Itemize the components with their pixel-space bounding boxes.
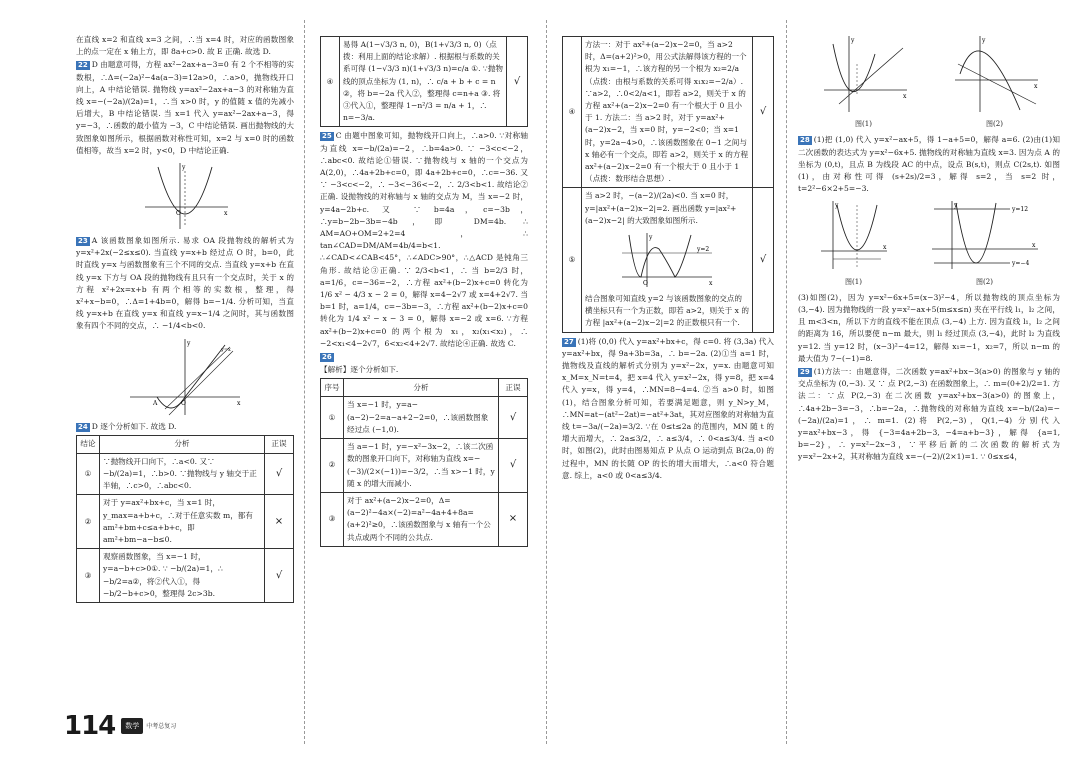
table-header-row [321, 379, 528, 397]
svg-text:y: y [981, 37, 985, 44]
table-row [321, 37, 527, 126]
abs-function-figure [617, 231, 717, 289]
question-number: 28 [800, 136, 810, 145]
svg-text:y: y [953, 202, 957, 210]
question-24 [76, 421, 294, 433]
continued-analysis-box [562, 36, 774, 333]
page-footer [64, 711, 177, 741]
row-index: ③ [77, 549, 100, 603]
row-mark: × [499, 492, 528, 546]
svg-text:x: x [882, 244, 886, 252]
intro-paragraph: 在直线 x=2 和直线 x=3 之间，∴当 x=4 时，对应的函数图象上的点一定在 x 轴上方，即 8a+c>0. 故 E 正确. 故选 D. [76, 35, 294, 57]
figure-q27-1 [819, 34, 909, 114]
question-number: 27 [564, 337, 574, 346]
svg-text:x: x [709, 280, 713, 288]
figure-caption: 图(1) [845, 277, 862, 286]
table-row [563, 37, 773, 188]
question-26-heading: 【解析】逐个分析如下. [320, 365, 399, 375]
line-label-l1: y=−4 [1011, 260, 1029, 268]
question-text: (1)方法一：由题意得，二次函数 y=ax²+bx−3(a>0) 的图象与 y 轴的交点坐标为 (0,−3). 又 ∵ 点 P(2,−3) 在函数图象上，∴ m=(0+2)/2=1. 方法二：∵点 P(2,−3) 在二次函数 y=ax²+bx−3(a>0) 的图象上，∴4a+2b−3=−3，∴b=−2a，∴抛物线的对称轴为直线 x=−b/(2a)=−(−2a)/(2a)=1，∴ m=1. (2)将 P(2,−3)，Q(1,−4) 分别代入 y=ax²+bx−3，得 {−3=4a+2b−3, −4=a+b−3}，解得 {a=1, b=−2}，∴ y=x²−2x−3，∵平移后新的二次函数的解析式为 y=x²−2x+2，其对称轴为直线 x=−(−2)/(2×1)=1. ∵ 0≤x≤4， [798, 367, 1060, 462]
question-text: A 该函数图象如图所示. 易求 OA 段抛物线的解析式为 y=x²+2x(−2≤x≤0). 当直线 y=x+b 经过点 O 时，b=0，此时直线 y=x 与函数图象有三个不同的交点. 当直线 y=x+b 在直线 y=x 下方与 OA 段的抛物线有且只有一个交点时，关于 x 的方程 x²+2x=x+b 有两个相等的实数根，整理，得 x²+x−b=0，∴Δ=1+4b=0，解得 b=−1/4. 分析可知，当直线 y=x+b 在直线 y=x 和直线 y=x−1/4 之间时，其与函数图象有四个不同的交点，∴ −1/4<b<0. [76, 236, 294, 331]
svg-text:x: x [1033, 83, 1037, 90]
question-28 [798, 134, 1060, 195]
row-mark: √ [499, 439, 528, 493]
table-row [77, 549, 294, 603]
row-index: ① [321, 397, 344, 439]
column-divider [546, 20, 547, 744]
svg-text:x: x [224, 210, 228, 218]
row-index: ⑤ [563, 188, 582, 331]
row-mark: √ [759, 106, 767, 118]
figure [819, 199, 889, 287]
row-analysis: 方法一：对于 ax²+(a−2)x−2=0，当 a>2 时，Δ=(a+2)²>0，用公式法解得该方程的一个根为 x₁=−1，∴该方程的另一个根为 x₂=2/a（点拨：由根与系数的关系可得 x₁x₂=−2/a）. ∵a>2，∴0<2/a<1，即若 a>2，则关于 x 的方程 ax²+(a−2)x−2=0 有一个根大于 0 且小于 1. 方法二：当 a>2 时，对于 y=ax²+(a−2)x−2，当 x=0 时，y=−2<0；当 x=1 时，y=2a−4>0，∴该函数图象在 0~1 之间与 x 轴必有一个交点，即若 a>2，则关于 x 的方程 ax²+(a−2)x−2=0 有一个根大于 0 且小于 1（点拨：数形结合思想）. [582, 37, 753, 187]
figure-q28-2 [930, 199, 1040, 271]
figure-q28-1 [819, 199, 889, 271]
svg-text:y: y [649, 234, 653, 242]
column-divider [786, 20, 787, 744]
row-analysis: ∵抛物线开口向下，∴a<0. 又∵ −b/(2a)=1，∴b>0. ∵抛物线与 y 轴交于正半轴，∴c>0，∴abc<0. [100, 453, 265, 495]
column-divider [304, 20, 305, 744]
row-analysis: 当 x=−1 时，y=a−(a−2)−2=a−a+2−2=0，∴该函数图象经过点 (−1,0). [344, 397, 499, 439]
svg-text:x: x [1031, 242, 1035, 250]
figure-row-q28 [798, 199, 1060, 287]
question-text: D 由题意可得，方程 ax²−2ax+a−3=0 有 2 个不相等的实数根，∴Δ=(−2a)²−4a(a−3)=12a>0，∴a>0，抛物线开口向上，A 中结论错误. 抛物线 y=ax²−2ax+a−3 的对称轴为直线 x=−(−2a)/(2a)=1，∴当 x>0 时，y 的值随 x 值的先减小后增大，B 中结论错误. 当 x=1 代入 y=ax²−2ax+a−3，得 y=−3，∴函数的最小值为 −3，C 中结论错误. 画出抛物线的大致图象如图所示，根据函数对称性可知，x=2 与 x=0 时的函数值相等，故当 x=2 时，y<0，D 中结论正确. [76, 60, 294, 155]
question-number: 29 [800, 368, 810, 377]
question-text: (1)把 (1,0) 代入 y=x²−ax+5，得 1−a+5=0，解得 a=6. (2)由(1)知二次函数的表达式为 y=x²−6x+5. 抛物线的对称轴为直线 x=3. 因为点 A 的坐标为 (0,t)，且点 B 为线段 AC 的中点，设点 B(s,t)，则点 C(2s,t). 如图(1)，由对称性可得 (s+2s)/2=3，解得 s=2，当 s=2 时，t=2²−6×2+5=−3. [798, 135, 1060, 194]
column-4 [798, 30, 1060, 465]
row-mark: √ [513, 75, 521, 87]
table-row [77, 495, 294, 549]
question-25 [320, 130, 528, 350]
column-2 [320, 34, 528, 547]
table-header: 分析 [344, 379, 499, 397]
row-mark: √ [499, 397, 528, 439]
column-1 [76, 34, 294, 603]
figure [819, 34, 909, 130]
question-number: 24 [78, 422, 88, 431]
svg-text:A: A [153, 399, 158, 407]
row-analysis-part1: 当 a>2 时，−(a−2)/(2a)<0. 当 x=0 时，y=|ax²+(a−2)x−2|=2. 画出函数 y=|ax²+(a−2)x−2| 的大致图象如图所示. [585, 191, 737, 225]
question-text: C 由题中图象可知，抛物线开口向上，∴a>0. ∵对称轴为直线 x=−b/(2a)=−2，∴b=4a>0. ∵ −3<c<−2，∴abc<0. 故结论①错误. ∵抛物线与 x 轴的一个交点为 A(2,0)，∴4a+2b+c=0，即 4a+2b+c=0，∴c=−36. 又 ∵ −3<c<−2，∴ −3<−36<−2，∴ 2/3<b<1. 故结论②正确. 设抛物线的对称轴与 x 轴的交点为 M，当 x=−2 时，y=4a−2b+c. 又 ∵ b=4a，c=−3b，∴y=b−2b−3b=−4b，即 DM=4b. ∴ AM=AO+OM=2+2=4，∴ tan∠CAD=DM/AM=4b/4=b<1. ∴∠CAD<∠CAB<45°，∴∠ADC>90°，∴△ACD 是钝角三角形. 故结论③正确. ∵ 2/3<b<1，∴ 当 b=2/3 时，a=1/6，c=−36=−2，∴方程 ax²+(b−2)x+c=0 转化为 1/6 x² − 4/3 x − 2 = 0，解得 x=4−2√7 或 x=4+2√7. 当 b=1 时，a=1/4，c=−3b=−3，∴方程 ax²+(b−2)x+c=0 转化为 1/4 x² − x − 3 = 0，解得 x=−2 或 x=6. ∵方程 ax²+(b−2)x+c=0 的两个根为 x₁，x₂(x₁<x₂)，∴ −2<x₁<4−2√7，6<x₂<4+2√7. 故结论④正确. 故选 C. [320, 131, 528, 348]
svg-text:y: y [182, 164, 186, 172]
table-header: 正误 [265, 435, 294, 453]
svg-text:x: x [902, 93, 906, 100]
row-index: ④ [563, 37, 582, 187]
row-analysis: 对于 ax²+(a−2)x−2=0，Δ=(a−2)²−4a×(−2)=a²−4a+4+8a=(a+2)²≥0，∴该函数图象与 x 轴有一个公共点或两个不同的公共点. [344, 492, 499, 546]
row-mark: √ [759, 253, 767, 265]
table-header: 结论 [77, 435, 100, 453]
question-26 [320, 351, 528, 363]
row-mark: × [265, 495, 294, 549]
table-row [321, 492, 528, 546]
row-analysis: 当 a=−1 时，y=−x²−3x−2，∴该二次函数的图象开口向下，对称轴为直线 x=−(−3)/(2×(−1))=−3/2，∴当 x>−1 时，y 随 x 的增大而减小. [344, 439, 499, 493]
figure [930, 199, 1040, 287]
table-header-row [77, 435, 294, 453]
row-index: ③ [321, 492, 344, 546]
parabola-figure-q22 [140, 161, 230, 231]
question-27 [562, 336, 774, 482]
column-3 [562, 34, 774, 483]
row-analysis [582, 188, 753, 331]
question-text: (1)将 (0,0) 代入 y=ax²+bx+c，得 c=0. 将 (3,3a) 代入 y=ax²+bx，得 9a+3b=3a，∴ b=−2a. (2)①当 a=1 时，抛物线及直线的解析式分别为 y=x²−2x，y=x. 由题意可知 x_M=x_N=t=4，把 x=4 代入 y=x²−2x，得 y=8，把 x=4 代入 y=x，得 y=4，∴MN=8−4=4. ②当 a>0 时，如图(1)，结合图象分析可知，若要满足题意，则 y_N>y_M，∴MN=at−(at²−2at)=−at²+3at，其对应图象的对称轴为直线 t=−3a/(−2a)=3/2. ∵在 0≤t≤2a 的范围内，MN 随 t 的增大而增大，∴ 2a≤3/2，∴ a≤3/4，∴ 0<a≤3/4. 当 a<0 时，如图(2)，此时由图易知点 P 从点 O 运动到点 B(2a,0) 的过程中，MN 的长随 OP 的长的增大而增大，∴a<0 符合题意. 综上，a<0 或 0<a≤3/4. [562, 336, 774, 480]
table-row [77, 453, 294, 495]
figure-caption: 图(1) [855, 120, 872, 129]
figure-row-q27 [798, 34, 1060, 130]
figure-caption: 图(2) [976, 277, 993, 286]
svg-text:y: y [187, 339, 191, 347]
row-analysis-part2: 结合图象可知直线 y=2 与该函数图象的交点的横坐标只有一个为正数，即若 a>2，则关于 x 的方程 |ax²+(a−2)x−2|=2 的正数根只有一个. [585, 294, 749, 328]
graph-label: y=2 [697, 246, 710, 254]
row-index: ④ [321, 37, 340, 126]
question-22 [76, 59, 294, 157]
row-index: ② [321, 439, 344, 493]
brand-subtitle: 中考总复习 [146, 722, 177, 730]
analysis-table-q24 [76, 435, 294, 603]
row-mark: √ [265, 453, 294, 495]
continued-analysis-box [320, 36, 528, 127]
svg-text:O: O [643, 280, 648, 288]
svg-text:O: O [176, 210, 181, 218]
question-28-part3: (3)如图(2)，因为 y=x²−6x+5=(x−3)²−4，所以抛物线的顶点坐标为 (3,−4). 因为抛物线的一段 y=x²−ax+5(m≤x≤n) 夹在平行线 l₁，l₂ 之间，且 m<3<n，所以下方的直线不能在顶点 (3,−4) 上方. 因为直线 l₁，l₂ 之间的距离为 16，所以要使 n−m 最大，则 l₁ 经过顶点 (3,−4)，此时 l₂ 为直线 y=12. 当 y=12 时，(x−3)²−4=12，解得 x₁=−1，x₂=7，所以 n−m 的最大值为 7−(−1)=8. [798, 292, 1060, 363]
figure-q27-2 [950, 34, 1040, 114]
row-index: ① [77, 453, 100, 495]
svg-text:y: y [850, 37, 854, 44]
figure-caption: 图(2) [986, 120, 1003, 129]
table-row [321, 439, 528, 493]
question-29 [798, 366, 1060, 464]
question-number: 23 [78, 237, 88, 246]
table-row [563, 188, 773, 331]
row-mark: √ [265, 549, 294, 603]
table-header: 序号 [321, 379, 344, 397]
piecewise-figure-q23 [125, 337, 245, 417]
line-label-l2: y=12 [1011, 206, 1028, 214]
question-number: 22 [78, 61, 88, 70]
svg-text:O: O [181, 399, 186, 407]
brand-badge: 数学 [121, 718, 143, 734]
row-analysis: 易得 A(1−√3/3 n, 0)，B(1+√3/3 n, 0)（点拨：利用上面的结论求解）. 根据根与系数的关系可得 (1−√3/3 n)(1+√3/3 n)=c/a ①. ∵抛物线的顶点坐标为 (1, n)，∴ c/a + b + c = n ②，将 b=−2a 代入②，整理得 c=n+a ③. 将③代入①，整理得 1−n²/3 = n/a + 1，∴ n=−3/a. [340, 37, 507, 126]
figure [950, 34, 1040, 130]
question-text: D 逐个分析如下. 故选 D. [91, 421, 177, 431]
svg-text:y=x: y=x [221, 346, 231, 353]
table-row [321, 397, 528, 439]
table-header: 正误 [499, 379, 528, 397]
question-number: 25 [322, 132, 332, 141]
row-index: ② [77, 495, 100, 549]
row-analysis: 对于 y=ax²+bx+c，当 x=1 时，y_max=a+b+c，∴对于任意实数 m，都有 am²+bm+c≤a+b+c，即 am²+bm−a−b≤0. [100, 495, 265, 549]
svg-text:y: y [834, 202, 838, 210]
analysis-table-q26 [320, 378, 528, 546]
table-header: 分析 [100, 435, 265, 453]
svg-text:x: x [237, 399, 241, 407]
question-23 [76, 235, 294, 333]
page-number: 114 [64, 711, 116, 741]
question-number: 26 [322, 353, 332, 362]
row-analysis: 观察函数图象，当 x=−1 时，y=a−b+c>0①. ∵ −b/(2a)=1，∴ −b/2=a②，将②代入①，得 −b/2−b+c>0，整理得 2c>3b. [100, 549, 265, 603]
